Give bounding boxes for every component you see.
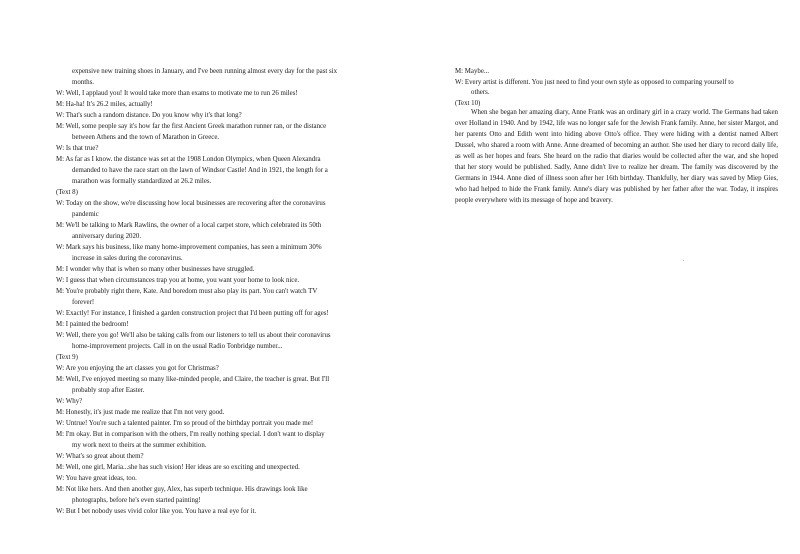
text-line: M: I'm okay. But in comparison with the others, I'm really nothing special. I don't want to display [56,431,325,438]
text-line: M: Well, I've enjoyed meeting so many like-minded people, and Claire, the teacher is great. But I'll [56,376,330,383]
text-line: anniversary during 2020. [72,233,142,240]
text-line: W: What's so great about them? [56,453,144,460]
text-line: M: Well, some people say it's how far the first Ancient Greek marathon runner ran, or the distance [56,123,327,130]
text-line: W: Untrue! You're such a talented painter. I'm so proud of the birthday portrait you made me! [56,420,314,427]
text-line: pandemic [72,211,99,218]
text-line: between Athens and the town of Marathon in Greece. [72,134,220,141]
text-line: M: As far as I know. the distance was set at the 1908 London Olympics, when Queen Alexandra [56,156,321,163]
text-line: W: Every artist is different. You just need to find your own style as opposed to comparing yourself to [455,78,734,86]
text-line: probably stop after Easter. [72,387,145,394]
text-line: W: Well, there you go! We'll also be taking calls from our listeners to tell us about their coronavirus [56,332,331,339]
text-line: M: Well, one girl, Maria...she has such vision! Her ideas are so exciting and unexpected. [56,464,300,471]
text-line: W: I guess that when circumstances trap you at home, you want your home to look nice. [56,277,300,284]
text-line: my work next to theirs at the summer exhibition. [72,442,207,449]
text-line: W: You have great ideas, too. [56,475,137,482]
text-line: months. [72,79,95,86]
text10-paragraph: When she began her amazing diary, Anne Frank was an ordinary girl in a crazy world. The Germans had taken over Holland in 1940. And by 1942, life was no longer safe for the Jewish Frank family. Anne, her sister Margot, and her parents Otto and Edith went into hiding above Otto's office. They were hiding with a dentist named Albert Dussel, who shared a room with Anne. Anne dreamed of becoming an author. She used her diary to record daily life, as well as her hopes and fears. She heard on the radio that diaries would be collected after the war, and she hoped that her story would be published. Sadly, Anne didn't live to realize her dream. The family was discovered by the Germans in 1944. Anne died of illness soon after her 16th birthday. Thankfully, her diary was saved by Miep Gies, who had helped to hide the Frank family. Anne's diary was published by her father after the war. Today, it inspires people everywhere with its message of hope and bravery. [455,109,778,204]
text-line: (Text 9) [56,354,78,361]
text-line: W: But I bet nobody uses vivid color like you. You have a real eye for it. [56,508,257,515]
text-line: W: Well, I applaud you! It would take more than exams to motivate me to run 26 miles! [56,90,298,97]
text-line: (Text 8) [56,189,78,196]
text-line: marathon was formally standardized at 26.2 miles. [72,178,212,185]
text-line: W: Why? [56,398,83,405]
text-line: expensive new training shoes in January, and I've been running almost every day for the past six [72,68,338,75]
page-speck [683,260,684,261]
text-line: photographs, before he's even started painting! [72,497,201,504]
text-line: increase in sales during the coronavirus. [72,255,183,262]
text-line: forever! [72,299,95,306]
text-line: M: We'll be talking to Mark Rawlins, the owner of a local carpet store, which celebrated its 50th [56,222,322,229]
text-line: M: Not like hers. And then another guy, Alex, has superb technique. His drawings look like [56,486,308,493]
text-line: W: Today on the show, we're discussing how local businesses are recovering after the coronavirus [56,200,326,207]
text-line: M: I painted the bedroom! [56,321,129,328]
text-line: M: Maybe... [455,68,490,75]
text-line: W: Is that true? [56,145,99,152]
text-line: M: You're probably right there, Kate. And boredom must also play its part. You can't watch TV [56,288,318,295]
text-line: M: Ha-ha! It's 26.2 miles, actually! [56,101,153,108]
text-line: W: Mark says his business, like many home-improvement companies, has seen a minimum 30% [56,244,322,251]
text-line: W: Are you enjoying the art classes you got for Christmas? [56,365,219,372]
text-line: W: Exactly! For instance, I finished a garden construction project that I'd been putting off for ages! [56,310,329,317]
text-line: home-improvement projects. Call in on the usual Radio Tonbridge number... [72,343,283,350]
text-line: demanded to have the race start on the lawn of Windsor Castle! And in 1921, the length for a [72,167,328,174]
text-line: (Text 10) [455,99,481,107]
text-line: W: That's such a random distance. Do you know why it's that long? [56,112,242,119]
text-line: M: I wonder why that is when so many other businesses have struggled. [56,266,255,273]
text-line: M: Honestly, it's just made me realize that I'm not very good. [56,409,225,416]
text-line: others. [471,89,490,97]
